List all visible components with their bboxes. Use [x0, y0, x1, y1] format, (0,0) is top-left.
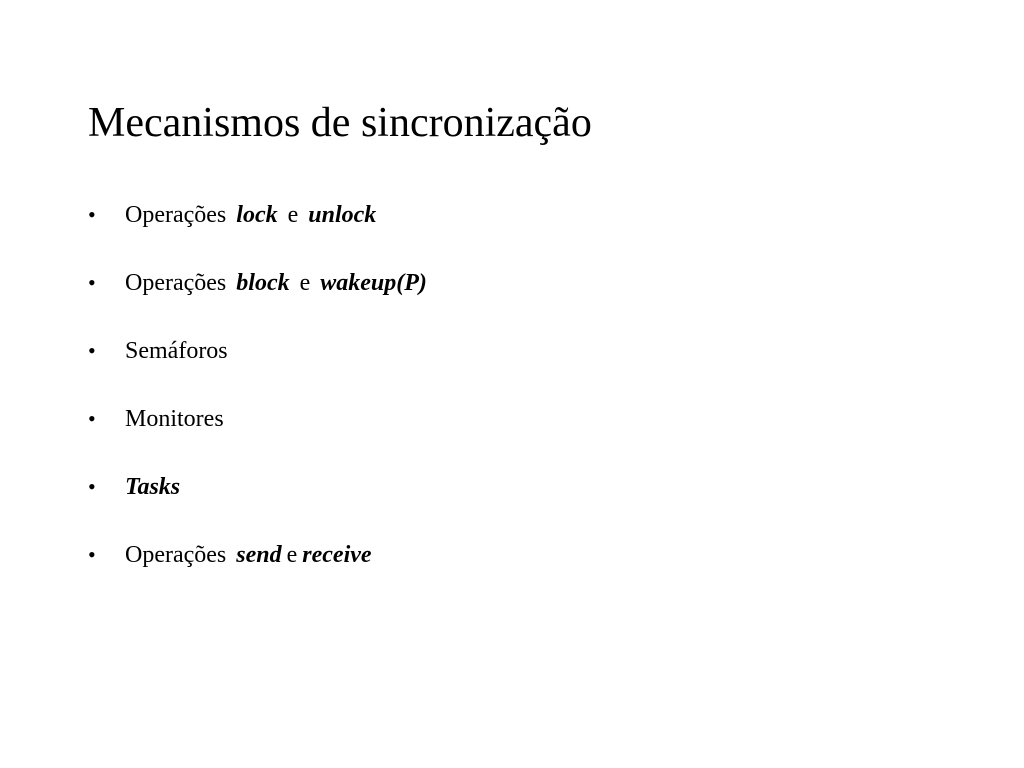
bullet-term: block: [236, 270, 290, 296]
bullet-conjunction: e: [286, 542, 298, 568]
bullet-term: Tasks: [125, 474, 181, 500]
bullet-text: [125, 264, 427, 302]
bullet-icon: •: [88, 406, 96, 431]
bullet-icon: •: [88, 338, 96, 363]
bullet-icon: •: [88, 202, 96, 227]
bullet-term: lock: [236, 202, 278, 228]
slide-title: Mecanismos de sincronização: [88, 100, 592, 146]
bullet-prefix: Operações: [125, 542, 227, 568]
bullet-icon: •: [88, 542, 96, 567]
bullet-term: receive: [302, 542, 372, 568]
bullet-text: Monitores: [125, 406, 224, 432]
bullet-text: [125, 196, 376, 234]
bullet-conjunction: e: [299, 270, 311, 296]
bullet-text: [125, 536, 372, 574]
bullet-conjunction: e: [287, 202, 299, 228]
bullet-text: Semáforos: [125, 338, 228, 364]
bullet-prefix: Operações: [125, 270, 227, 296]
bullet-term: unlock: [308, 202, 377, 228]
bullet-term: send: [236, 542, 282, 568]
bullet-icon: •: [88, 474, 96, 499]
bullet-icon: •: [88, 270, 96, 295]
bullet-term: wakeup(P): [320, 270, 427, 296]
bullet-prefix: Operações: [125, 202, 227, 228]
